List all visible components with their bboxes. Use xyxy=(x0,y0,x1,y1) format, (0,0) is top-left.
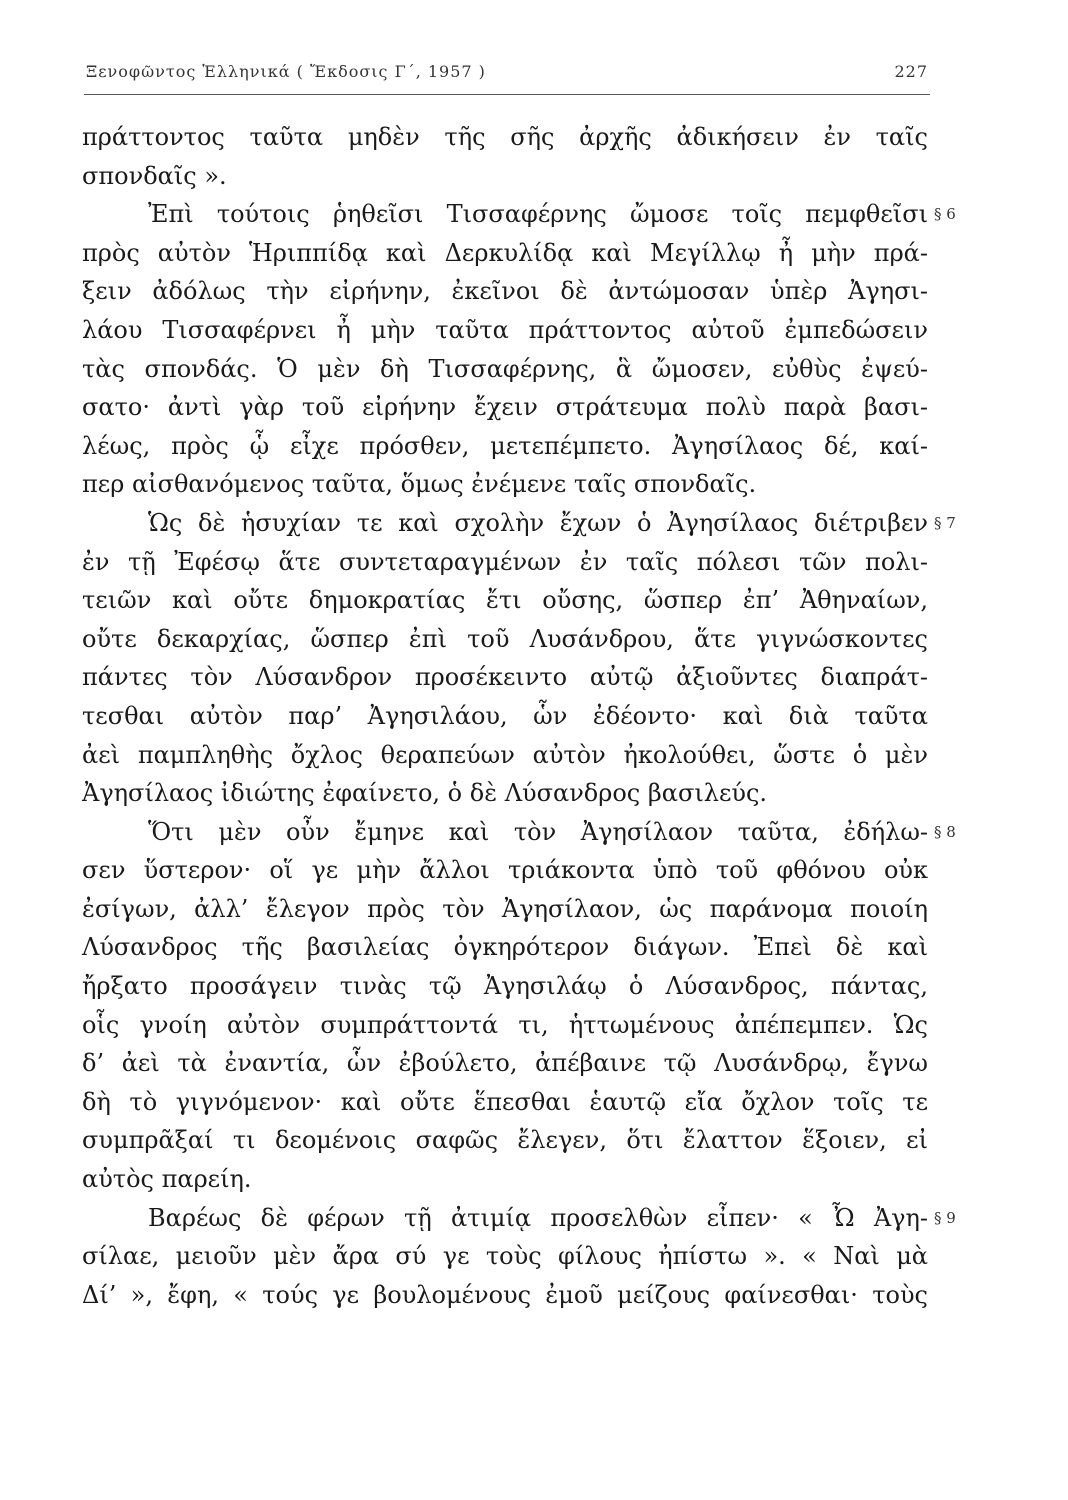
text-line xyxy=(82,388,928,427)
text-line xyxy=(82,1121,928,1160)
line-text: περ αἰσθανόμενος ταῦτα, ὅμως ἐνέμενε ταῖς σπονδαῖς. xyxy=(82,470,757,499)
text-line xyxy=(82,1083,928,1122)
text-line xyxy=(82,1160,928,1199)
text-line xyxy=(82,1237,928,1276)
text-line xyxy=(82,118,928,157)
line-text: συμπρᾶξαί τι δεομένοις σαφῶς ἔλεγεν, ὅτι ἔλαττον ἕξοιεν, εἰ xyxy=(82,1126,928,1155)
text-line xyxy=(82,543,928,582)
section-marker: § 7 xyxy=(934,513,956,532)
running-header xyxy=(86,62,928,81)
text-line xyxy=(82,928,928,967)
text-line xyxy=(82,195,956,234)
text-line xyxy=(82,658,928,697)
text-line xyxy=(82,967,928,1006)
line-text: οὔτε δεκαρχίας, ὥσπερ ἐπὶ τοῦ Λυσάνδρου, ἅτε γιγνώσκοντες xyxy=(82,624,928,653)
line-text: αὐτὸς παρείη. xyxy=(82,1165,252,1194)
text-line xyxy=(82,1044,928,1083)
text-line xyxy=(82,581,928,620)
line-text: ἤρξατο προσάγειν τινὰς τῷ Ἀγησιλάῳ ὁ Λύσανδρος, πάντας, xyxy=(82,972,928,1001)
line-text: ἐν τῇ Ἐφέσῳ ἅτε συντεταραγμένων ἐν ταῖς πόλεσι τῶν πολι- xyxy=(82,547,928,576)
line-text: Ἐπὶ τούτοις ῥηθεῖσι Τισσαφέρνης ὤμοσε τοῖς πεμφθεῖσι xyxy=(148,200,928,229)
line-text: σατο· ἀντὶ γὰρ τοῦ εἰρήνην ἔχειν στράτευμα πολὺ παρὰ βασι- xyxy=(82,393,928,422)
line-text: ξειν ἀδόλως τὴν εἰρήνην, ἐκεῖνοι δὲ ἀντώμοσαν ὑπὲρ Ἀγησι- xyxy=(82,277,928,306)
line-text: ἐσίγων, ἀλλ’ ἔλεγον πρὸς τὸν Ἀγησίλαον, ὡς παράνομα ποιοίη xyxy=(82,894,928,923)
line-text: πρὸς αὐτὸν Ἡριππίδᾳ καὶ Δερκυλίδᾳ καὶ Μεγίλλῳ ἦ μὴν πρά- xyxy=(82,238,928,267)
text-line xyxy=(82,620,928,659)
body-text xyxy=(82,118,956,1314)
line-text: ἀεὶ παμπληθὴς ὄχλος θεραπεύων αὐτὸν ἠκολούθει, ὥστε ὁ μὲν xyxy=(82,740,928,769)
line-text: οἷς γνοίη αὐτὸν συμπράττοντά τι, ἡττωμένους ἀπέπεμπεν. Ὡς xyxy=(82,1010,928,1039)
page-number: 227 xyxy=(894,62,928,81)
text-line xyxy=(82,774,928,813)
line-text: πάντες τὸν Λύσανδρον προσέκειντο αὐτῷ ἀξιοῦντες διαπράτ- xyxy=(82,663,928,692)
text-line xyxy=(82,851,928,890)
line-text: τεσθαι αὐτὸν παρ’ Ἀγησιλάου, ὧν ἐδέοντο· καὶ διὰ ταῦτα xyxy=(82,701,928,730)
text-line xyxy=(82,1199,956,1238)
text-line xyxy=(82,736,928,775)
line-text: Δί’ », ἔφη, « τούς γε βουλομένους ἐμοῦ μείζους φαίνεσθαι· τοὺς xyxy=(82,1280,928,1309)
text-line xyxy=(82,1006,928,1045)
section-marker: § 6 xyxy=(934,205,956,224)
text-line xyxy=(82,350,928,389)
line-text: δ’ ἀεὶ τὰ ἐναντία, ὧν ἐβούλετο, ἀπέβαινε τῷ Λυσάνδρῳ, ἔγνω xyxy=(82,1049,928,1078)
line-text: σπονδαῖς ». xyxy=(82,161,227,190)
running-title: Ξενοφῶντος Ἑλληνικά ( Ἔκδοσις Γ΄, 1957 ) xyxy=(86,62,486,81)
line-text: τειῶν καὶ οὔτε δημοκρατίας ἔτι οὔσης, ὥσπερ ἐπ’ Ἀθηναίων, xyxy=(82,586,928,615)
line-text: σεν ὕστερον· οἵ γε μὴν ἄλλοι τριάκοντα ὑπὸ τοῦ φθόνου οὐκ xyxy=(82,856,928,885)
text-line xyxy=(82,890,928,929)
text-line xyxy=(82,465,928,504)
section-marker: § 9 xyxy=(934,1208,956,1227)
text-line xyxy=(82,1276,928,1315)
text-line xyxy=(82,813,956,852)
line-text: Βαρέως δὲ φέρων τῇ ἀτιμίᾳ προσελθὼν εἶπεν· « Ὦ Ἀγη- xyxy=(148,1203,928,1232)
text-line xyxy=(82,311,928,350)
line-text: πράττοντος ταῦτα μηδὲν τῆς σῆς ἀρχῆς ἀδικήσειν ἐν ταῖς xyxy=(82,123,928,151)
line-text: λάου Τισσαφέρνει ἦ μὴν ταῦτα πράττοντος αὐτοῦ ἐμπεδώσειν xyxy=(82,315,928,344)
text-line xyxy=(82,272,928,311)
line-text: Ὅτι μὲν οὖν ἔμηνε καὶ τὸν Ἀγησίλαον ταῦτα, ἐδήλω- xyxy=(148,817,928,846)
line-text: Ἀγησίλαος ἰδιώτης ἐφαίνετο, ὁ δὲ Λύσανδρος βασιλεύς. xyxy=(82,779,768,808)
line-text: Ὡς δὲ ἡσυχίαν τε καὶ σχολὴν ἔχων ὁ Ἀγησίλαος διέτριβεν xyxy=(148,508,928,537)
line-text: τὰς σπονδάς. Ὁ μὲν δὴ Τισσαφέρνης, ἃ ὤμοσεν, εὐθὺς ἐψεύ- xyxy=(82,354,928,383)
header-rule xyxy=(84,94,930,95)
line-text: σίλαε, μειοῦν μὲν ἄρα σύ γε τοὺς φίλους ἠπίστω ». « Ναὶ μὰ xyxy=(82,1242,928,1271)
line-text: δὴ τὸ γιγνόμενον· καὶ οὔτε ἕπεσθαι ἑαυτῷ εἴα ὄχλον τοῖς τε xyxy=(82,1087,928,1116)
text-line xyxy=(82,234,928,273)
text-line xyxy=(82,504,956,543)
text-line xyxy=(82,697,928,736)
line-text: Λύσανδρος τῆς βασιλείας ὀγκηρότερον διάγων. Ἐπεὶ δὲ καὶ xyxy=(82,933,928,962)
text-line xyxy=(82,427,928,466)
text-line xyxy=(82,157,928,196)
section-marker: § 8 xyxy=(934,822,956,841)
line-text: λέως, πρὸς ᾧ εἶχε πρόσθεν, μετεπέμπετο. Ἀγησίλαος δέ, καί- xyxy=(82,431,928,460)
